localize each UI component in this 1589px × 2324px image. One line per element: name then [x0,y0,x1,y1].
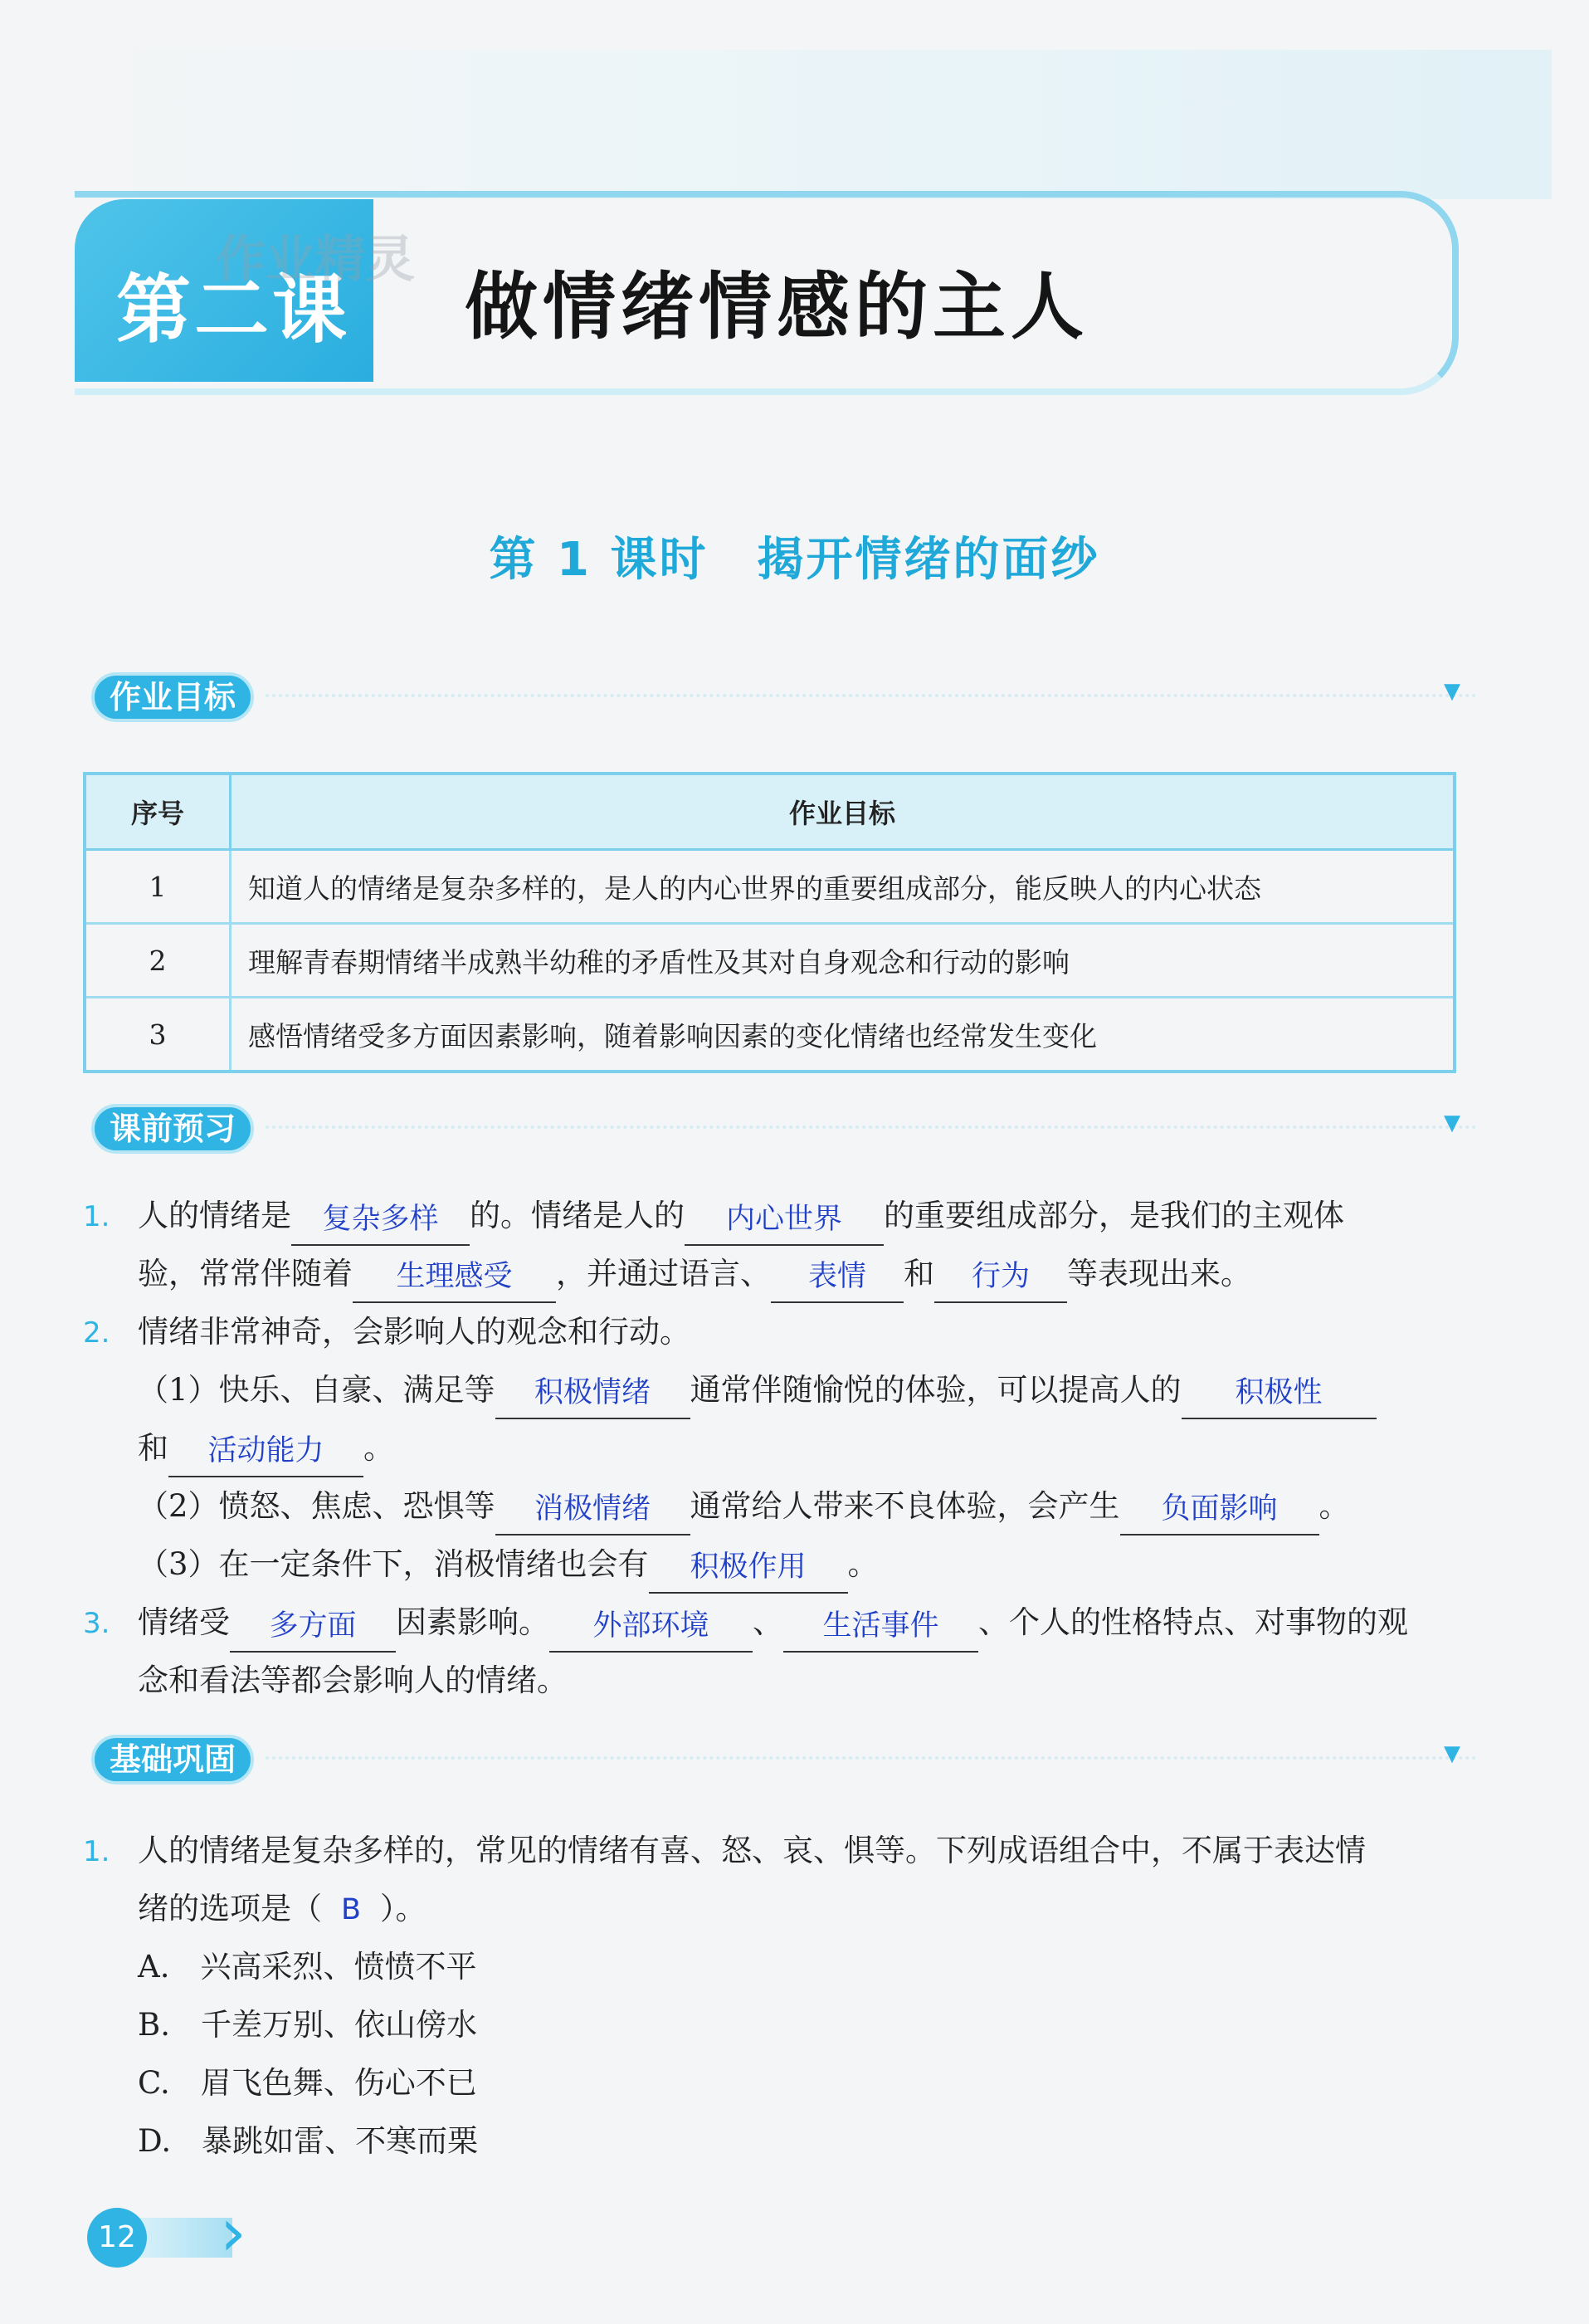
section-divider [266,694,1477,697]
answer-blank[interactable] [353,1258,556,1303]
answer-blank[interactable] [291,1201,470,1246]
question-text: （3）在一定条件下，消极情绪也会有 [138,1546,649,1582]
handwritten-answer: 积极性 [1235,1376,1323,1409]
section-preview-heading [91,1104,1460,1152]
handwritten-answer: 消极情绪 [534,1492,651,1526]
table-header-no: 序号 [85,774,231,850]
choice-option-b: B. 千差万别、依山傍水 [138,2007,477,2043]
question-text: 和 [904,1256,934,1291]
basic-q1-line1 [83,1822,1366,1881]
question-text: 、个人的性格特点、对事物的观 [978,1604,1408,1640]
preview-q2-part3 [83,1536,879,1594]
answer-blank[interactable] [1120,1491,1319,1536]
question-number: 2. [83,1316,110,1350]
question-text: （2）愤怒、焦虑、恐惧等 [138,1488,495,1524]
table-row [85,850,1455,924]
answer-blank[interactable] [934,1258,1067,1303]
question-text: ）。 [380,1891,426,1926]
section-goals-label: 作业目标 [91,672,254,722]
question-text: 情绪非常神奇，会影响人的观念和行动。 [138,1314,690,1350]
answer-blank[interactable] [771,1258,904,1303]
handwritten-answer: 活动能力 [207,1434,324,1467]
choice-option-c: C. 眉飞色舞、伤心不已 [138,2065,477,2101]
preview-q3-line1 [83,1594,1408,1653]
answer-blank[interactable] [495,1491,690,1536]
handwritten-answer: 积极情绪 [534,1376,651,1409]
question-text: ，并通过语言、 [556,1256,771,1291]
answer-blank[interactable] [495,1374,690,1419]
question-text: 、 [753,1604,783,1640]
answer-slot[interactable] [322,1880,380,1939]
table-header-goal: 作业目标 [231,774,1455,850]
handwritten-answer: B [340,1893,361,1926]
answer-blank[interactable] [168,1433,363,1477]
basic-q1-line2 [83,1880,426,1939]
preview-q2-part2 [83,1477,1350,1536]
question-number: 3. [83,1607,110,1640]
chevron-right-icon: › [220,2194,246,2271]
choice-option-a: A. 兴高采烈、愤愤不平 [138,1949,477,1985]
answer-blank[interactable] [230,1608,396,1653]
question-text: 因素影响。 [396,1604,549,1640]
section-preview-label: 课前预习 [91,1104,254,1154]
preview-q2-part1-line1 [83,1361,1377,1419]
question-text: 等表现出来。 [1067,1256,1251,1291]
question-text: 。 [847,1546,879,1582]
answer-blank[interactable] [1182,1374,1377,1419]
table-header-row [85,774,1455,850]
question-text: 的重要组成部分，是我们的主观体 [884,1198,1344,1233]
handwritten-answer: 积极作用 [690,1550,807,1584]
section-divider [266,1125,1477,1129]
question-text: 念和看法等都会影响人的情绪。 [138,1662,568,1698]
preview-q1-line1 [83,1187,1344,1246]
table-row [85,998,1455,1072]
table-row [85,924,1455,998]
preview-q2-stem [83,1303,690,1362]
triangle-down-icon: ▼ [1444,679,1460,704]
handwritten-answer: 复杂多样 [322,1203,439,1236]
question-text: （1）快乐、自豪、满足等 [138,1372,495,1408]
section-basic-label: 基础巩固 [91,1735,254,1784]
question-number: 1. [83,1200,110,1233]
handwritten-answer: 多方面 [269,1609,357,1643]
section-basic-heading [91,1735,1460,1783]
question-text: 情绪受 [138,1604,230,1640]
question-text: 通常给人带来不良体验，会产生 [690,1488,1120,1524]
preview-q3-line2 [83,1652,568,1710]
goals-table [83,772,1456,1073]
table-cell-no: 1 [85,850,231,924]
table-cell-goal: 知道人的情绪是复杂多样的，是人的内心世界的重要组成部分，能反映人的内心状态 [231,850,1455,924]
section-goals-heading [91,672,1460,720]
triangle-down-icon: ▼ [1444,1111,1460,1135]
header-background [25,50,1552,199]
table-cell-no: 3 [85,998,231,1072]
table-cell-goal: 感悟情绪受多方面因素影响，随着影响因素的变化情绪也经常发生变化 [231,998,1455,1072]
table-cell-no: 2 [85,924,231,998]
handwritten-answer: 外部环境 [592,1609,709,1643]
question-text: 人的情绪是 [138,1198,291,1233]
triangle-down-icon: ▼ [1444,1741,1460,1766]
handwritten-answer: 生活事件 [822,1609,939,1643]
handwritten-answer: 负面影响 [1161,1492,1278,1526]
question-text: 。 [1318,1488,1350,1524]
choice-option-d: D. 暴跳如雷、不寒而栗 [138,2123,479,2159]
question-text: 和 [138,1430,168,1466]
answer-blank[interactable] [649,1549,848,1594]
question-text: 人的情绪是复杂多样的，常见的情绪有喜、怒、哀、惧等。下列成语组合中，不属于表达情 [138,1833,1366,1868]
answer-blank[interactable] [549,1608,753,1653]
question-text: 。 [363,1430,394,1466]
handwritten-answer: 内心世界 [725,1203,842,1236]
table-cell-goal: 理解青春期情绪半成熟半幼稚的矛盾性及其对自身观念和行动的影响 [231,924,1455,998]
question-text: 绪的选项是（ [138,1891,322,1926]
lesson-subtitle: 第 1 课时 揭开情绪的面纱 [489,533,1100,587]
preview-q2-part1-line2 [83,1419,394,1477]
page-number: 12 [87,2208,147,2268]
lesson-title: 做情绪情感的主人 [465,264,1089,349]
question-text: 验，常常伴随着 [138,1256,353,1291]
question-text: 通常伴随愉悦的体验，可以提高人的 [690,1372,1182,1408]
answer-blank[interactable] [685,1201,884,1246]
section-divider [266,1756,1477,1760]
handwritten-answer: 行为 [971,1260,1030,1293]
watermark: 作业精灵 [216,231,415,289]
question-number: 1. [83,1835,110,1868]
lesson-number: 第二课 [116,266,350,354]
handwritten-answer: 表情 [807,1260,866,1293]
preview-q1-line2 [83,1245,1251,1303]
question-text: 的。情绪是人的 [470,1198,685,1233]
handwritten-answer: 生理感受 [396,1260,513,1293]
answer-blank[interactable] [783,1608,978,1653]
